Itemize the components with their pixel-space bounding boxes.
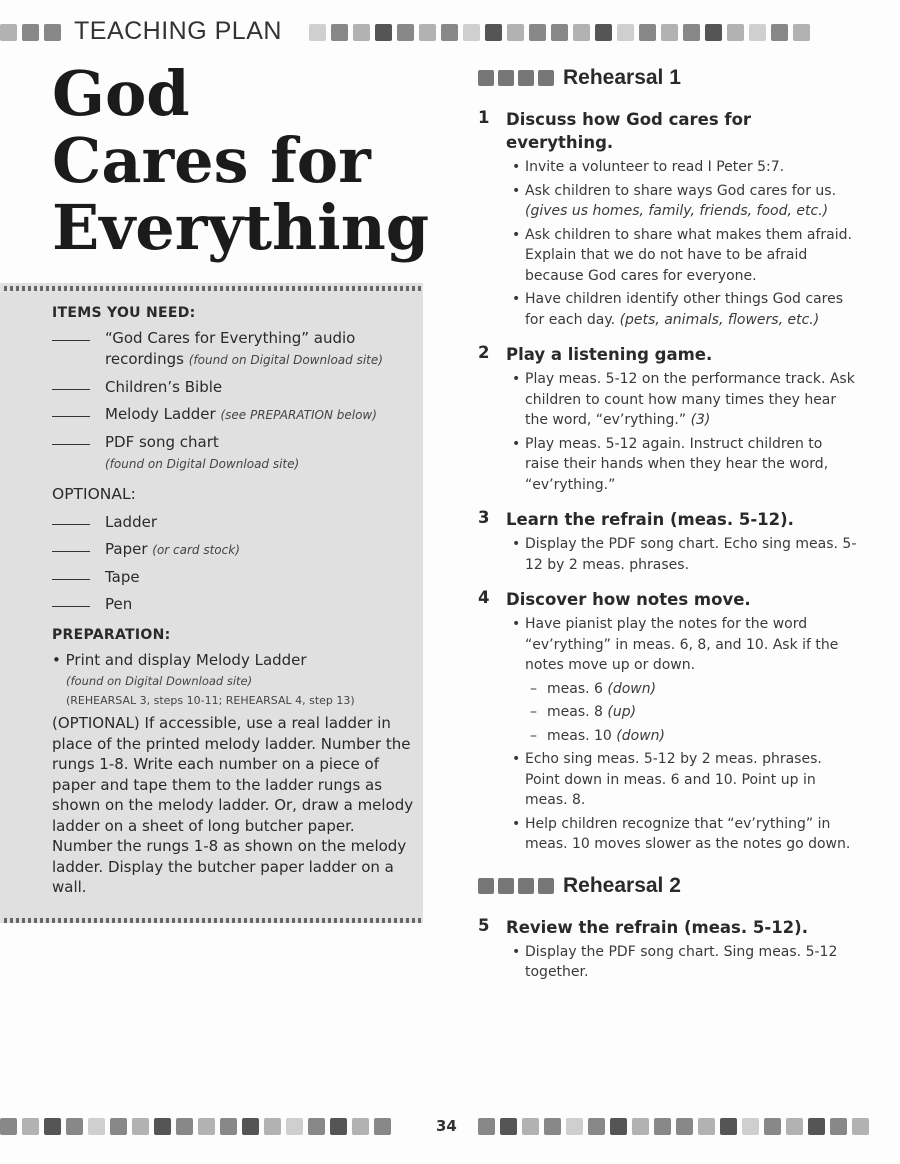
checkbox-line <box>52 432 90 445</box>
step-number: 2 <box>478 343 490 362</box>
step <box>478 108 858 333</box>
item-note: (found on Digital Download site) <box>188 353 383 367</box>
checkbox-line <box>52 512 90 525</box>
step <box>478 508 858 578</box>
checklist-item <box>52 567 418 588</box>
checklist-item <box>52 377 418 398</box>
step-bullet: • Have children identify other things God cares for each day. (pets, animals, flowers, etc.) <box>512 289 858 330</box>
step-title: Play a listening game. <box>506 345 713 364</box>
step-title: Discover how notes move. <box>506 590 751 609</box>
step-bullet: • Display the PDF song chart. Echo sing meas. 5-12 by 2 meas. phrases. <box>512 534 858 575</box>
item-label: Ladder <box>105 513 157 531</box>
title-line: God <box>52 57 190 130</box>
footer-square-strip-right <box>478 1118 869 1135</box>
heading-squares-icon <box>478 70 554 86</box>
item-label: Children’s Bible <box>105 378 223 396</box>
step-number: 5 <box>478 915 490 935</box>
step-sub-bullet: – meas. 8 (up) <box>512 702 858 723</box>
item-label: Paper <box>105 540 148 558</box>
preparation-reference: (REHEARSAL 3, steps 10-11; REHEARSAL 4, step 13) <box>66 694 355 707</box>
step-sub-bullet: – meas. 6 (down) <box>512 679 858 700</box>
checkbox-line <box>52 377 90 390</box>
item-label: “God Cares for Everything” audio recordings <box>105 329 356 368</box>
step-title: Discuss how God cares for everything. <box>506 110 752 152</box>
item-note: (or card stock) <box>152 543 240 557</box>
step-bullet: • Ask children to share ways God cares for us. (gives us homes, family, friends, food, etc.) <box>512 181 858 222</box>
step <box>478 916 858 986</box>
rehearsal-column <box>478 66 858 996</box>
checklist-item <box>52 539 418 561</box>
checklist-item <box>52 512 418 533</box>
step-number: 1 <box>478 108 490 127</box>
items-heading: ITEMS YOU NEED: <box>52 305 196 321</box>
checkbox-line <box>52 539 90 552</box>
checkbox-line <box>52 328 90 341</box>
checkbox-line <box>52 594 90 607</box>
rehearsal-heading <box>478 874 858 898</box>
step-number: 4 <box>478 588 490 607</box>
step-bullet: • Have pianist play the notes for the word “ev’rything” in meas. 6, 8, and 10. Ask if the notes move up or down. <box>512 614 858 676</box>
item-label: Pen <box>105 595 133 613</box>
preparation-heading: PREPARATION: <box>52 627 171 643</box>
step-bullet: • Help children recognize that “ev’rything” in meas. 10 moves slower as the notes go down. <box>512 814 858 855</box>
step-bullet: • Display the PDF song chart. Sing meas. 5-12 together. <box>512 942 858 983</box>
checkbox-line <box>52 404 90 417</box>
preparation-bullet: • Print and display Melody Ladder <box>52 651 307 669</box>
step <box>478 588 858 858</box>
checkbox-line <box>52 567 90 580</box>
bottom-dotted-divider <box>4 918 422 923</box>
rehearsal-heading <box>478 66 858 90</box>
checklist-item <box>52 594 418 615</box>
item-note: (see PREPARATION below) <box>220 408 377 422</box>
preparation-paragraph: (OPTIONAL) If accessible, use a real ladder in place of the printed melody ladder. Number the rungs 1-8. Write each number on a piece of paper and tape them to the ladder rungs as shown on the melody ladder. Or, draw a melody ladder on a sheet of long butcher paper. Number the rungs 1-8 as shown on the melody ladder. Display the butcher paper ladder on a wall. <box>52 714 414 896</box>
step-sub-bullet: – meas. 10 (down) <box>512 726 858 747</box>
page-number: 34 <box>436 1117 457 1135</box>
checklist-item <box>52 328 418 371</box>
step-bullet: • Play meas. 5-12 again. Instruct children to raise their hands when they hear the word, “ev’rything.” <box>512 434 858 496</box>
section-label: TEACHING PLAN <box>70 17 286 46</box>
step <box>478 343 858 498</box>
step-bullet: • Invite a volunteer to read I Peter 5:7. <box>512 157 858 178</box>
step-bullet: • Ask children to share what makes them afraid. Explain that we do not have to be afraid because God cares for everyone. <box>512 225 858 287</box>
step-bullet: • Play meas. 5-12 on the performance track. Ask children to count how many times they hear the word, “ev’rything.” (3) <box>512 369 858 431</box>
optional-label: OPTIONAL: <box>52 485 136 503</box>
step-bullet: • Echo sing meas. 5-12 by 2 meas. phrases. Point down in meas. 6 and 10. Point up in meas. 8. <box>512 749 858 811</box>
item-note: (found on Digital Download site) <box>105 457 300 471</box>
preparation-note: (found on Digital Download site) <box>66 674 253 688</box>
item-label: Tape <box>105 568 140 586</box>
top-dotted-divider <box>4 286 422 291</box>
step-number: 3 <box>478 508 490 527</box>
checklist-item <box>52 404 418 426</box>
items-panel <box>0 283 423 923</box>
checklist-item <box>52 432 418 475</box>
heading-squares-icon <box>478 878 554 894</box>
footer-square-strip-left <box>0 1118 391 1135</box>
title-line: Cares for <box>52 124 371 197</box>
page-title <box>52 57 432 264</box>
item-label: Melody Ladder <box>105 405 216 423</box>
rehearsal-title: Rehearsal 1 <box>563 66 681 89</box>
title-line: Everything <box>52 191 430 264</box>
step-title: Review the refrain (meas. 5-12). <box>506 917 808 937</box>
item-label: PDF song chart <box>105 433 219 451</box>
rehearsal-title: Rehearsal 2 <box>563 873 681 897</box>
step-title: Learn the refrain (meas. 5-12). <box>506 510 794 529</box>
